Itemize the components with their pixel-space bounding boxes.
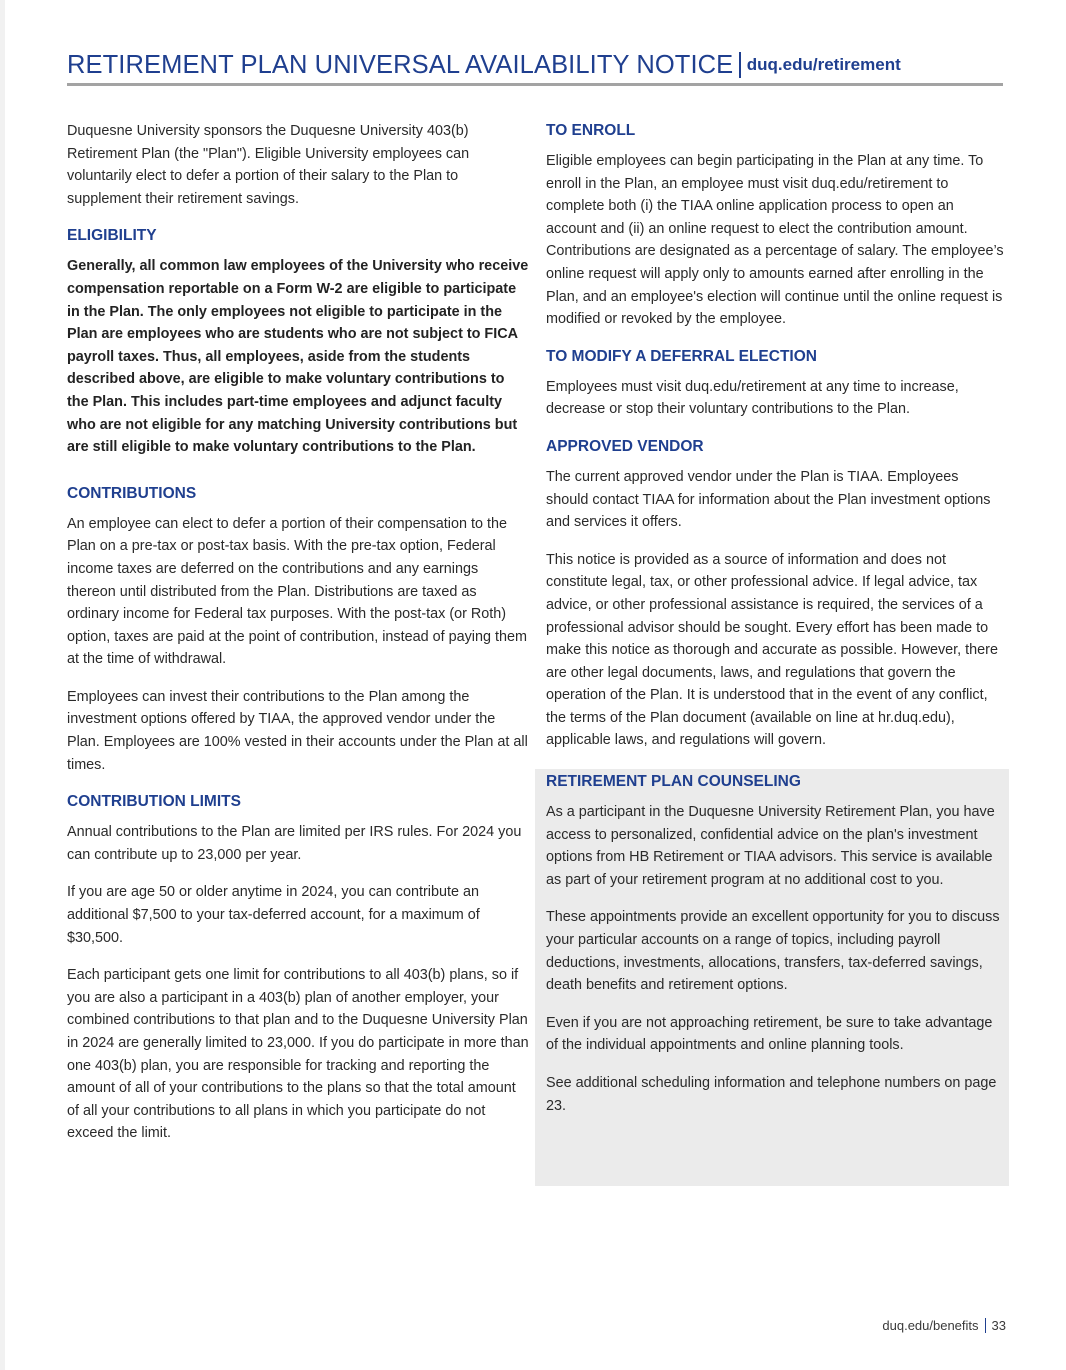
right-column: [546, 120, 1004, 752]
page-number: 33: [991, 1318, 1006, 1333]
counseling-heading: RETIREMENT PLAN COUNSELING: [546, 773, 801, 790]
page-footer: [882, 1318, 1006, 1333]
header-url-link[interactable]: duq.edu/retirement: [746, 55, 901, 74]
eligibility-text: Generally, all common law employees of the University who receive compensation reportable on a Form W-2 are eligible to participate in the Plan. The only employees not eligible to participate in the Plan are employees who are students who are not subject to FICA payroll taxes. Thus, all employees, aside from the students described above, are eligible to make voluntary contributions to the Plan. This includes part-time employees and adjunct faculty who are not eligible for any matching University contributions but are still eligible to make voluntary contributions to the Plan.: [67, 258, 529, 456]
counseling-paragraph-4: See additional scheduling information and telephone numbers on page 23.: [546, 1074, 997, 1114]
contributions-heading: CONTRIBUTIONS: [67, 484, 197, 502]
modify-deferral-text: Employees must visit duq.edu/retirement at any time to increase, decrease or stop their voluntary contributions to the Plan.: [546, 378, 959, 418]
page-edge: [0, 0, 5, 1370]
header-rule: [67, 83, 1003, 86]
to-enroll-heading: TO ENROLL: [546, 122, 636, 139]
header-separator: [739, 52, 741, 78]
contribution-limits-heading: CONTRIBUTION LIMITS: [67, 793, 241, 811]
intro-paragraph: Duquesne University sponsors the Duquesne University 403(b) Retirement Plan (the "Plan"). Eligible University employees can voluntarily elect to defer a portion of their salary to the Plan to supplement their retirement savings.: [67, 123, 470, 207]
to-enroll-text: Eligible employees can begin participating in the Plan at any time. To enroll in the Plan, an employee must visit duq.edu/retirement to complete both (i) the TIAA online application process to open an account and (ii) an online request to elect the contribution amount. Contributions are designated as a percentage of salary. The employee’s online request will apply only to amounts earned after enrolling in the Plan, and an employee's election will continue until the online request is modified or revoked by the employee.: [546, 153, 1004, 328]
eligibility-heading: ELIGIBILITY: [67, 227, 157, 245]
limits-paragraph-2: If you are age 50 or older anytime in 2024, you can contribute an additional $7,500 to your tax-deferred account, for a maximum of $30,500.: [67, 884, 480, 946]
limits-paragraph-1: Annual contributions to the Plan are limited per IRS rules. For 2024 you can contribute up to 23,000 per year.: [67, 824, 522, 863]
limits-paragraph-3: Each participant gets one limit for contributions to all 403(b) plans, so if you are also a participant in a 403(b) plan of another employer, your combined contributions to that plan and to the Duquesne University Plan in 2024 are generally limited to 23,000. If you do participate in more than one 403(b) plan, you are responsible for tracking and reporting the amount of all of your contributions to the plans so that the total amount of all your contributions to all plans in which you participate do not exceed the limit.: [67, 967, 529, 1142]
counseling-paragraph-1: As a participant in the Duquesne University Retirement Plan, you have access to personalized, confidential advice on the plan's investment options from HB Retirement or TIAA advisors. This service is available as part of your retirement program at no additional cost to you.: [546, 804, 995, 888]
footer-url-link[interactable]: duq.edu/benefits: [882, 1318, 979, 1333]
contributions-paragraph-1: An employee can elect to defer a portion of their compensation to the Plan on a pre-tax or post-tax basis. With the pre-tax option, Federal income taxes are deferred on the contributions and any earnings thereon until distributed from the Plan. Distributions are taxed as ordinary income for Federal tax purposes. With the post-tax (or Roth) option, taxes are paid at the point of contribution, instead of paying them at the time of withdrawal.: [67, 515, 528, 668]
counseling-paragraph-3: Even if you are not approaching retirement, be sure to take advantage of the individual appointments and online planning tools.: [546, 1014, 993, 1054]
left-column: [67, 120, 529, 1145]
footer-separator: [985, 1318, 986, 1333]
disclaimer-paragraph: This notice is provided as a source of information and does not constitute legal, tax, or other professional advice. If legal advice, tax advice, or other professional assistance is required, the services of a professional advisor should be sought. Every effort has been made to make this notice as thorough and accurate as possible. However, there are other legal documents, laws, and regulations that govern the operation of the Plan. It is understood that in the event of any conflict, the terms of the Plan document (available on line at hr.duq.edu), applicable laws, and regulations will govern.: [546, 551, 998, 749]
page-header: [67, 46, 1003, 84]
page-title: RETIREMENT PLAN UNIVERSAL AVAILABILITY NOTICE: [67, 50, 734, 79]
contributions-paragraph-2: Employees can invest their contributions to the Plan among the investment options offered by TIAA, the approved vendor under the Plan. Employees are 100% vested in their accounts under the Plan at all times.: [67, 688, 528, 773]
modify-deferral-heading: TO MODIFY A DEFERRAL ELECTION: [546, 347, 817, 365]
counseling-paragraph-2: These appointments provide an excellent opportunity for you to discuss your particular accounts on a range of topics, including payroll deductions, investments, allocations, transfers, tax-deferred savings, death benefits and retirement options.: [546, 909, 1000, 994]
counseling-box: [535, 769, 1009, 1186]
approved-vendor-text: The current approved vendor under the Plan is TIAA. Employees should contact TIAA for information about the Plan investment options and services it offers.: [546, 468, 991, 531]
approved-vendor-heading: APPROVED VENDOR: [546, 437, 704, 455]
